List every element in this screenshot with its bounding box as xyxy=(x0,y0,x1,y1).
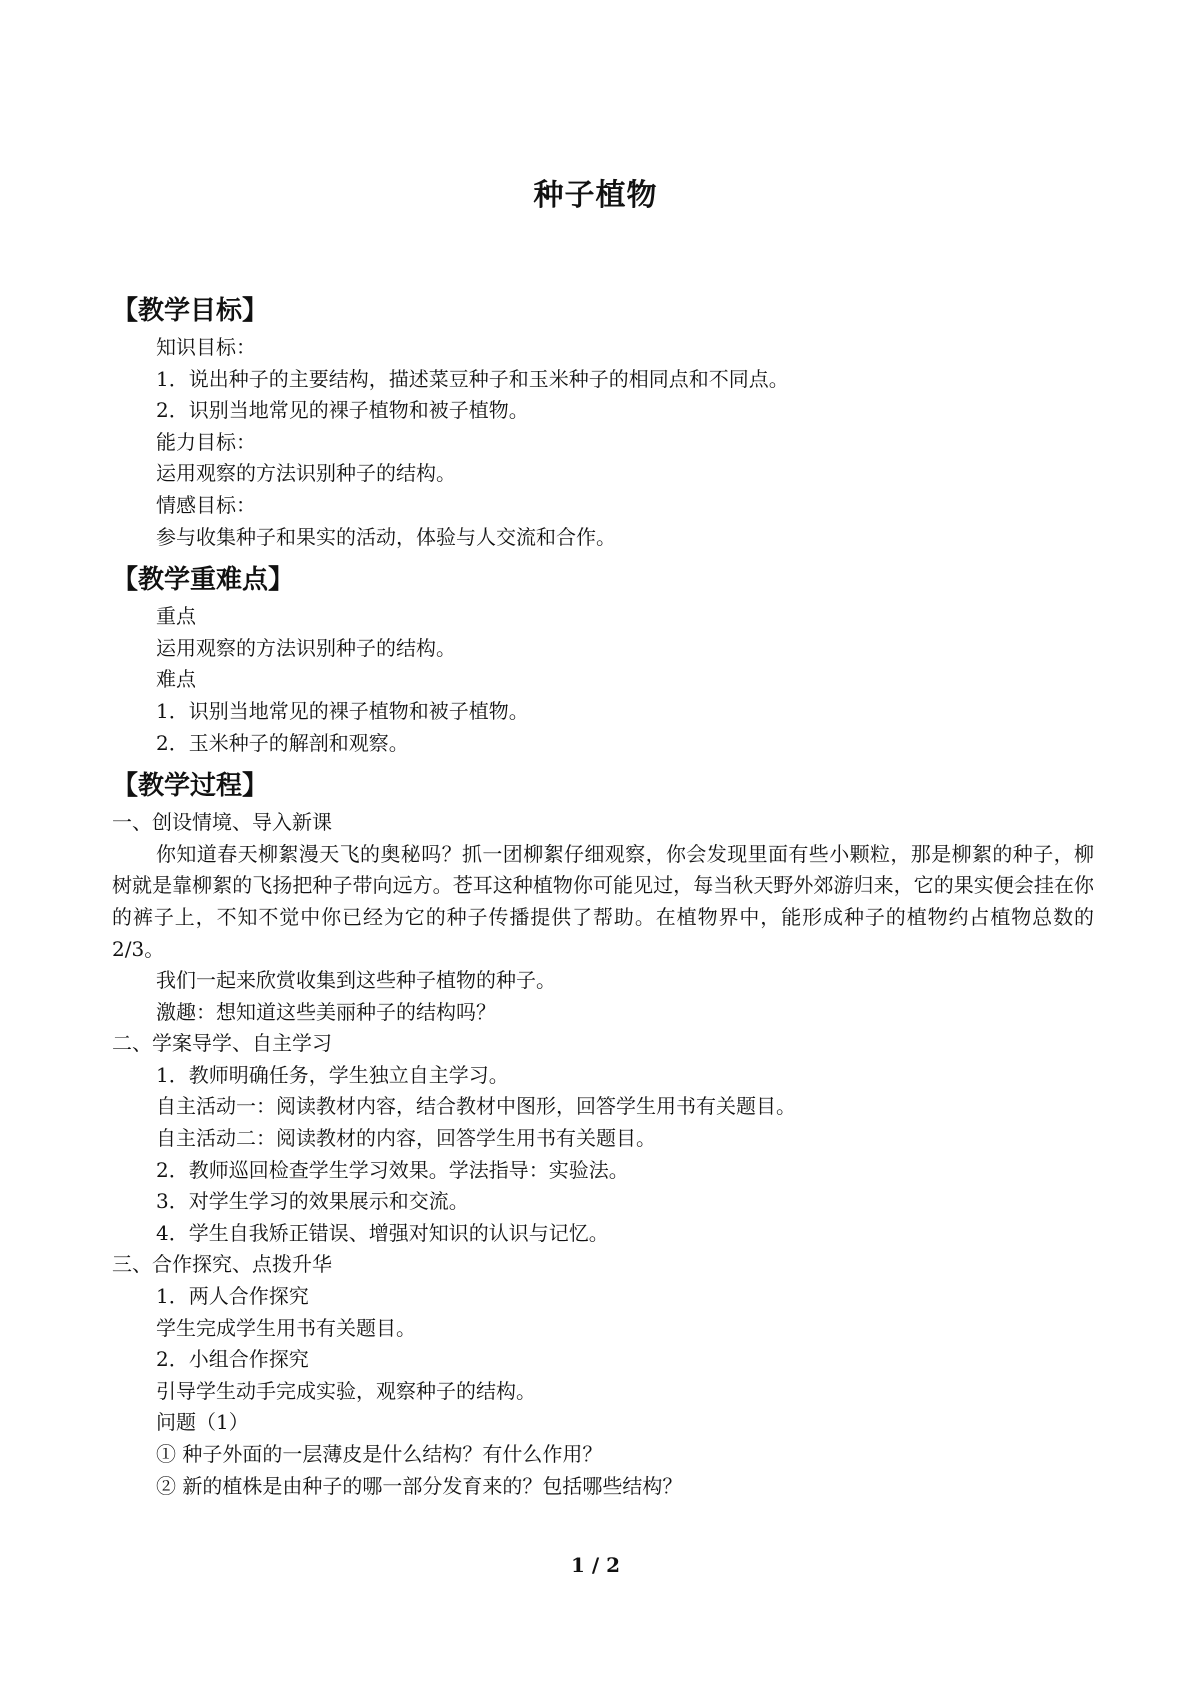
text-line: 难点 xyxy=(156,667,196,692)
text-line: 重点 xyxy=(156,604,196,629)
section-heading-key-points: 【教学重难点】 xyxy=(112,565,295,596)
document-title: 种子植物 xyxy=(533,178,658,213)
text-line: 2．小组合作探究 xyxy=(156,1347,309,1372)
text-line: 4．学生自我矫正错误、增强对知识的认识与记忆。 xyxy=(156,1220,609,1245)
text-line: 知识目标： xyxy=(156,335,256,359)
text-line: 1．识别当地常见的裸子植物和被子植物。 xyxy=(156,698,529,723)
text-line: 能力目标： xyxy=(156,429,256,454)
document-body xyxy=(112,292,1094,1502)
section-heading-objectives: 【教学目标】 xyxy=(112,296,269,326)
text-line: 学生完成学生用书有关题目。 xyxy=(156,1315,416,1340)
subsection-title: 三、合作探究、点拨升华 xyxy=(112,1252,332,1277)
text-line: 运用观察的方法识别种子的结构。 xyxy=(156,635,456,660)
text-line: 自主活动二：阅读教材的内容，回答学生用书有关题目。 xyxy=(156,1126,656,1151)
text-line: 2．玉米种子的解剖和观察。 xyxy=(156,730,409,755)
text-line: ② 新的植株是由种子的哪一部分发育来的？包括哪些结构？ xyxy=(156,1473,683,1498)
subsection-title: 二、学案导学、自主学习 xyxy=(112,1031,332,1056)
page-number: 1 / 2 xyxy=(570,1553,621,1577)
text-line: 3．对学生学习的效果展示和交流。 xyxy=(156,1189,469,1214)
text-line: 参与收集种子和果实的活动，体验与人交流和合作。 xyxy=(156,524,616,549)
text-line: 2．识别当地常见的裸子植物和被子植物。 xyxy=(156,398,529,423)
subsection-title: 一、创设情境、导入新课 xyxy=(112,810,332,835)
text-line: 情感目标： xyxy=(156,492,256,517)
body-paragraph: 你知道春天柳絮漫天飞的奥秘吗？抓一团柳絮仔细观察，你会发现里面有些小颗粒，那是柳絮的种子，柳树就是靠柳絮的飞扬把种子带向远方。苍耳这种植物你可能见过，每当秋天野外郊游归来，它的果实便会挂在你的裤子上，不知不觉中你已经为它的种子传播提供了帮助。在植物界中，能形成种子的植物约占植物总数的 2/3。 xyxy=(112,841,1094,961)
text-line: 1．教师明确任务，学生独立自主学习。 xyxy=(156,1062,509,1087)
text-line: 2．教师巡回检查学生学习效果。学法指导：实验法。 xyxy=(156,1157,629,1182)
text-line: 我们一起来欣赏收集到这些种子植物的种子。 xyxy=(156,968,556,993)
text-line: 自主活动一：阅读教材内容，结合教材中图形，回答学生用书有关题目。 xyxy=(156,1094,796,1119)
section-heading-process: 【教学过程】 xyxy=(112,771,269,802)
text-line: 引导学生动手完成实验，观察种子的结构。 xyxy=(156,1378,536,1403)
text-line: 激趣：想知道这些美丽种子的结构吗？ xyxy=(156,999,496,1024)
text-line: 运用观察的方法识别种子的结构。 xyxy=(156,461,456,486)
text-line: 问题（1） xyxy=(156,1410,249,1435)
text-line: 1．说出种子的主要结构，描述菜豆种子和玉米种子的相同点和不同点。 xyxy=(156,366,789,391)
text-line: 1．两人合作探究 xyxy=(156,1284,309,1309)
text-line: ① 种子外面的一层薄皮是什么结构？有什么作用？ xyxy=(156,1442,603,1466)
